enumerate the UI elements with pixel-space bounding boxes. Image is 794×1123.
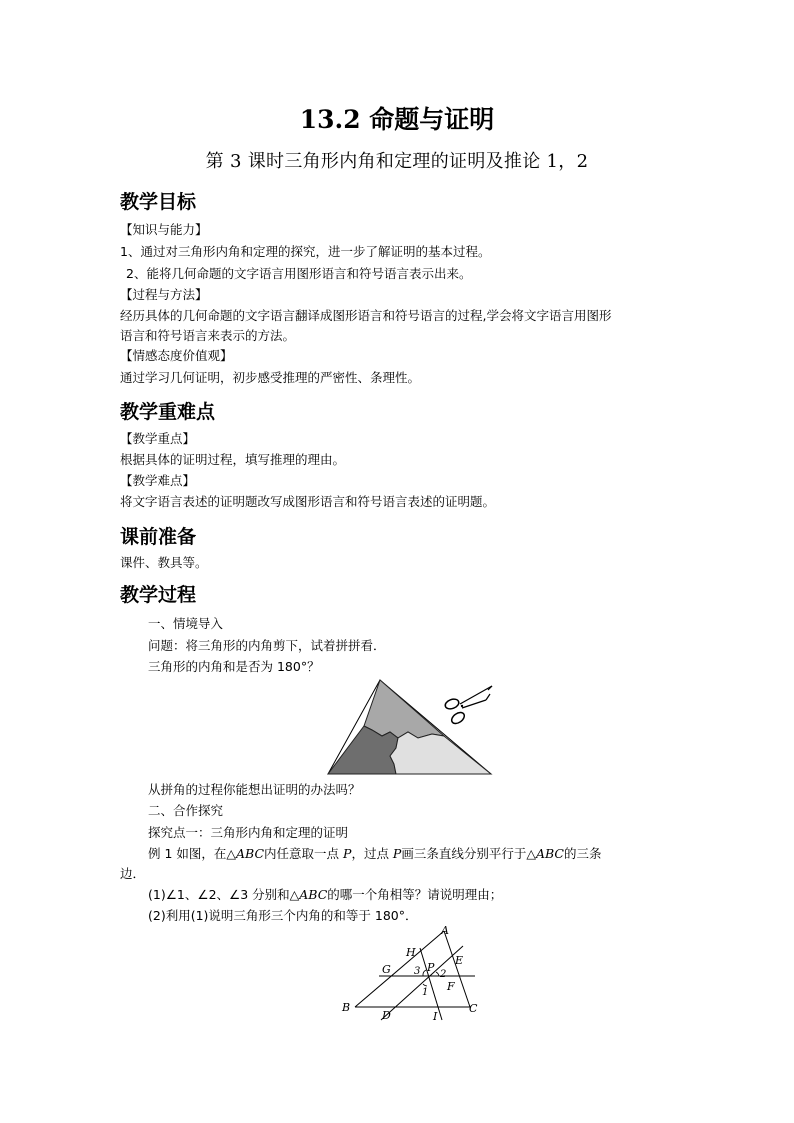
triangle-name: ABC: [236, 846, 265, 861]
label-P: P: [427, 961, 435, 974]
process-text-line1: 经历具体的几何命题的文字语言翻译成图形语言和符号语言的过程,学会将文字语言用图形: [120, 308, 612, 323]
explore-title: 二、合作探究: [148, 803, 224, 818]
label-A: A: [441, 924, 449, 937]
knowledge-label: 【知识与能力】: [120, 222, 208, 237]
section-heading-key-points: 教学重难点: [120, 401, 216, 423]
example-text: 内任意取一点: [264, 846, 344, 861]
label-F: F: [447, 980, 455, 993]
intro-question-2: 三角形的内角和是否为 180°？: [148, 659, 320, 674]
page-subtitle: 第 3 课时三角形内角和定理的证明及推论 1，2: [205, 151, 589, 172]
sub-question-text: 的哪一个角相等？请说明理由；: [327, 887, 503, 902]
triangle-parallel-lines-figure: [335, 924, 495, 1024]
example-1-line2: 边．: [120, 866, 146, 881]
example-text: 的三条: [563, 846, 602, 861]
sub-question-2: (2)利用(1)说明三角形三个内角的和等于 180°．: [148, 908, 418, 923]
emotion-text: 通过学习几何证明，初步感受推理的严密性、条理性。: [120, 370, 421, 385]
focus-text: 根据具体的证明过程，填写推理的理由。: [120, 452, 346, 467]
right-angle-piece: [390, 732, 491, 774]
triangle-name: ABC: [299, 887, 328, 902]
label-angle-1: 1: [422, 987, 429, 998]
example-text: 画三条直线分别平行于△: [401, 846, 536, 861]
process-label: 【过程与方法】: [120, 287, 208, 302]
label-H: H: [406, 946, 416, 959]
example-text: 例 1 如图，在△: [148, 846, 237, 861]
intro-title: 一、情境导入: [148, 616, 224, 631]
section-heading-goals: 教学目标: [120, 191, 197, 213]
page-title: 13.2 命题与证明: [299, 105, 495, 134]
knowledge-item-1: 1、通过对三角形内角和定理的探究，进一步了解证明的基本过程。: [120, 244, 491, 259]
label-G: G: [382, 963, 391, 976]
section-heading-process: 教学过程: [120, 584, 197, 606]
example-1-line1: [148, 846, 602, 862]
triangle-name: ABC: [535, 846, 564, 861]
label-E: E: [455, 954, 464, 967]
sub-question-1: [148, 887, 502, 903]
label-C: C: [469, 1002, 478, 1015]
label-angle-2: 2: [440, 969, 447, 980]
difficulty-text: 将文字语言表述的证明题改写成图形语言和符号语言表述的证明题。: [120, 494, 496, 509]
label-angle-3: 3: [414, 966, 421, 977]
point-name: P: [392, 846, 402, 861]
example-text: ，过点: [351, 846, 393, 861]
focus-label: 【教学重点】: [120, 431, 196, 446]
scissors-icon: [438, 682, 496, 728]
intro-question: 问题：将三角形的内角剪下，试着拼拼看．: [148, 638, 386, 653]
sub-question-text: (1)∠1、∠2、∠3 分别和△: [148, 887, 300, 902]
section-heading-preparation: 课前准备: [120, 526, 197, 548]
point-name: P: [343, 846, 352, 861]
left-angle-piece: [328, 726, 398, 774]
top-angle-piece: [364, 680, 444, 738]
label-I: I: [433, 1010, 438, 1023]
preparation-text: 课件、教具等。: [120, 555, 208, 570]
emotion-label: 【情感态度价值观】: [120, 348, 233, 363]
process-text-line2: 语言和符号语言来表示的方法。: [120, 328, 296, 343]
knowledge-item-2: 2、能将几何命题的文字语言用图形语言和符号语言表示出来。: [126, 266, 472, 281]
label-D: D: [382, 1009, 391, 1022]
label-B: B: [342, 1001, 351, 1014]
after-figure-question: 从拼角的过程你能想出证明的办法吗？: [148, 782, 361, 797]
difficulty-label: 【教学难点】: [120, 473, 196, 488]
explore-point: 探究点一：三角形内角和定理的证明: [148, 825, 349, 840]
